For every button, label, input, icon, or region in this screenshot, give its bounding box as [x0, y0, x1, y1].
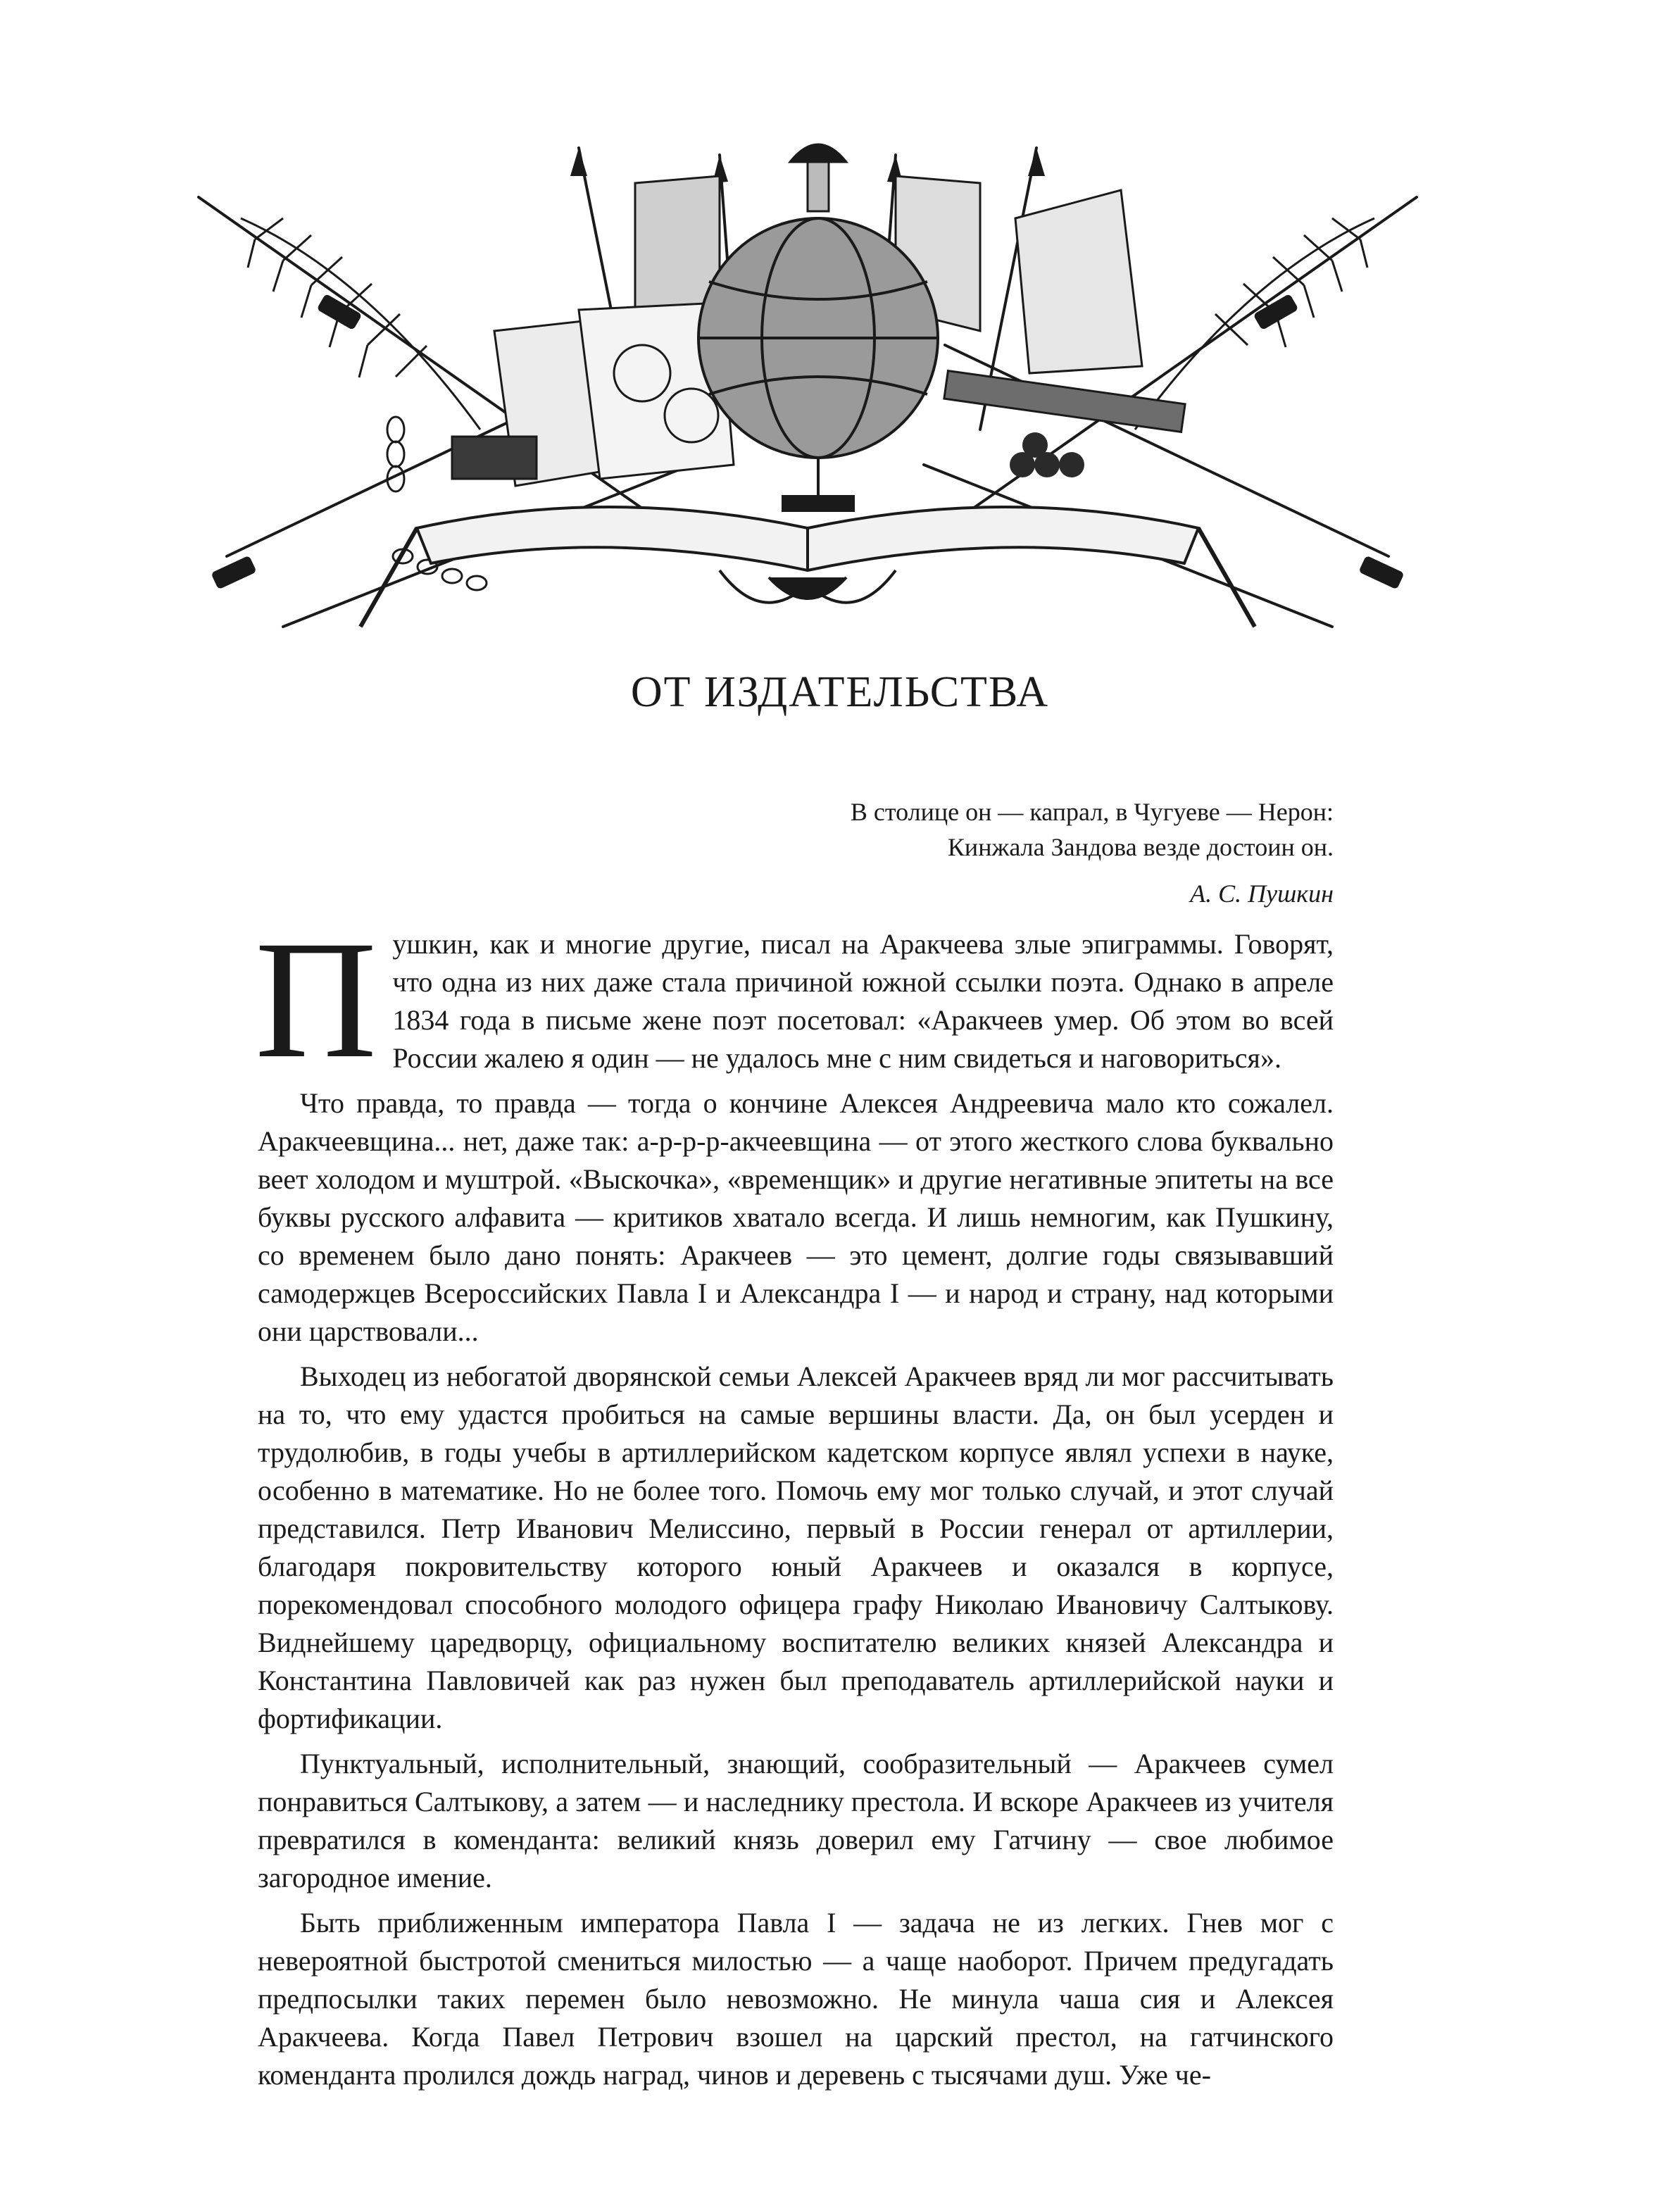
epigraph-author: А. С. Пушкин: [1190, 879, 1334, 908]
paragraph: [255, 906, 1334, 1093]
epigraph-line: В столице он — капрал, в Чугуеве — Нерон:: [850, 798, 1334, 826]
article-body: [255, 906, 1334, 2101]
trophy-engraving-icon: [184, 134, 1431, 641]
header-vignette-illustration: [184, 134, 1431, 641]
paragraph: Быть приближенным императора Павла I — задача не из легких. Гнев мог с невероятной быстротой смениться милостью — а чаще наоборот. Причем предугадать предпосылки таких перемен было невозможно. Не минула чаша сия и Алексея Аракчеева. Когда Павел Петрович взошел на царский престол, на гатчинского коменданта пролился дождь наград, чинов и деревень с тысячами душ. Уже че-: [258, 1907, 1334, 2091]
epigraph: [851, 794, 1334, 911]
paragraph: Что правда, то правда — тогда о кончине Алексея Андреевича мало кто сожалел. Аракчеевщина... нет, даже так: а-р-р-р-акчеевщина — от этого жесткого слова буквально веет холодом и муштрой. «Выскочка», «временщик» и другие негативные эпитеты на все буквы русского алфавита — критиков хватало всегда. И лишь немногим, как Пушкину, со временем было дано понять: Аракчеев — это цемент, долгие годы связывавший самодержцев Всероссийских Павла I и Александра I — и народ и страну, над которыми они царствовали...: [258, 1087, 1334, 1347]
paragraph: Выходец из небогатой дворянской семьи Алексей Аракчеев вряд ли мог рассчитывать на то, что ему удастся пробиться на самые вершины власти. Да, он был усерден и трудолюбив, в годы учебы в артиллерийском кадетском корпусе являл успехи в науке, особенно в математике. Но не более того. Помочь ему мог только случай, и этот случай представился. Петр Иванович Мелиссино, первый в России генерал от артиллерии, благодаря покровительству которого юный Аракчеев и оказался в корпусе, порекомендовал способного молодого офицера графу Николаю Ивановичу Салтыкову. Виднейшему царедворцу, официальному воспитателю великих князей Александра и Константина Павловичей как раз нужен был преподаватель артиллерийской науки и фортификации.: [258, 1360, 1334, 1734]
page-title: ОТ ИЗДАТЕЛЬСТВА: [630, 668, 1050, 716]
drop-cap: П: [255, 906, 377, 1093]
paragraph-text: ушкин, как и многие другие, писал на Аракчеева злые эпиграммы. Говорят, что одна из них даже стала причиной южной ссылки поэта. Однако в апреле 1834 года в письме жене поэт посетовал: «Аракчеев умер. Об этом во всей России жалею я один — не удалось мне с ним свидеться и наговориться».: [392, 928, 1334, 1074]
epigraph-line: Кинжала Зандова везде достоин он.: [947, 833, 1334, 861]
paragraph: Пунктуальный, исполнительный, знающий, сообразительный — Аракчеев сумел понравиться Салтыкову, а затем — и наследнику престола. И вскоре Аракчеев из учителя превратился в коменданта: великий князь доверил ему Гатчину — свое любимое загородное имение.: [258, 1748, 1334, 1893]
